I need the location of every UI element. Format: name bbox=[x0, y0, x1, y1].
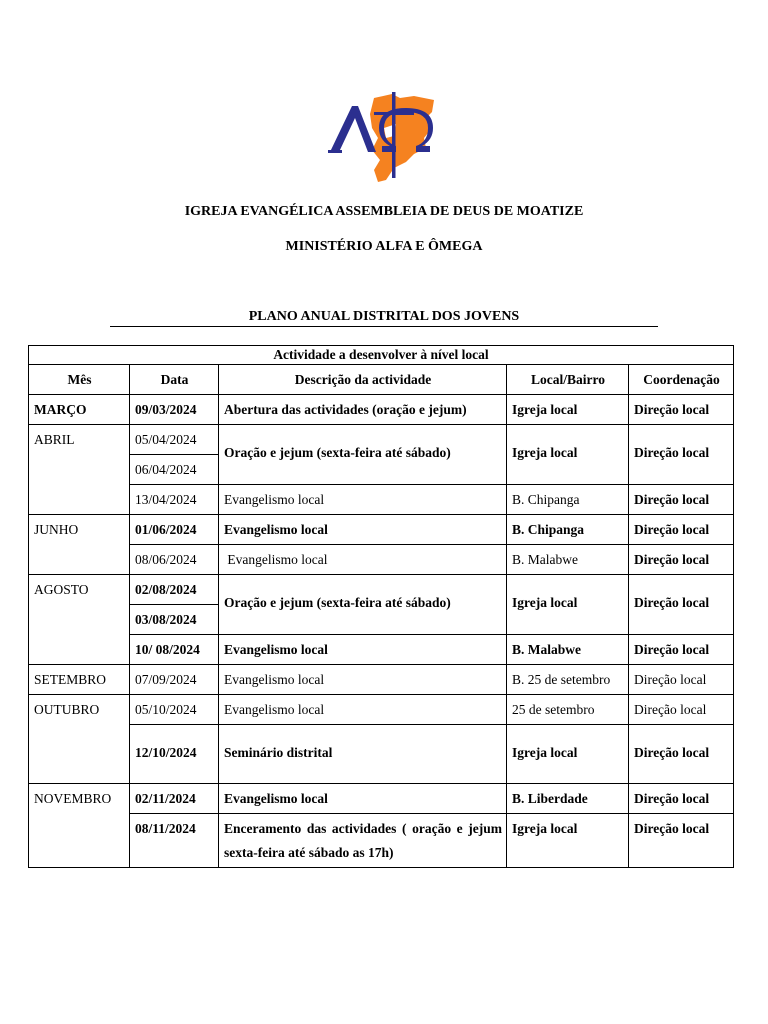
coordination-cell: Direção local bbox=[629, 425, 734, 485]
description-cell: Abertura das actividades (oração e jejum) bbox=[219, 395, 507, 425]
coordination-cell: Direção local bbox=[629, 814, 734, 868]
coordination-cell: Direção local bbox=[629, 515, 734, 545]
coordination-cell: Direção local bbox=[629, 395, 734, 425]
table-caption: Actividade a desenvolver à nível local bbox=[29, 346, 734, 365]
coordination-cell: Direção local bbox=[629, 695, 734, 725]
month-cell: JUNHO bbox=[29, 515, 130, 575]
table-row bbox=[29, 695, 734, 725]
column-header-coordination: Coordenação bbox=[629, 365, 734, 395]
activity-plan-table bbox=[28, 345, 734, 868]
title-underline bbox=[110, 326, 658, 327]
date-cell: 03/08/2024 bbox=[130, 605, 219, 635]
local-cell: Igreja local bbox=[507, 425, 629, 485]
description-cell: Evangelismo local bbox=[219, 665, 507, 695]
description-cell: Evangelismo local bbox=[219, 515, 507, 545]
plan-title: PLANO ANUAL DISTRITAL DOS JOVENS bbox=[248, 309, 520, 324]
date-cell: 02/08/2024 bbox=[130, 575, 219, 605]
coordination-cell: Direção local bbox=[629, 545, 734, 575]
date-cell: 06/04/2024 bbox=[130, 455, 219, 485]
date-cell: 02/11/2024 bbox=[130, 784, 219, 814]
date-cell: 10/ 08/2024 bbox=[130, 635, 219, 665]
table-row bbox=[29, 784, 734, 814]
description-cell: Evangelismo local bbox=[219, 545, 507, 575]
table-row bbox=[29, 545, 734, 575]
table-row bbox=[29, 814, 734, 868]
column-header-month: Mês bbox=[29, 365, 130, 395]
date-cell: 01/06/2024 bbox=[130, 515, 219, 545]
date-cell: 05/04/2024 bbox=[130, 425, 219, 455]
local-cell: B. 25 de setembro bbox=[507, 665, 629, 695]
date-cell: 13/04/2024 bbox=[130, 485, 219, 515]
description-cell: Evangelismo local bbox=[219, 695, 507, 725]
table-header-row bbox=[29, 365, 734, 395]
table-row bbox=[29, 575, 734, 605]
date-cell: 05/10/2024 bbox=[130, 695, 219, 725]
ministry-name: MINISTÉRIO ALFA E ÔMEGA bbox=[285, 239, 483, 254]
local-cell: Igreja local bbox=[507, 814, 629, 868]
local-cell: B. Malabwe bbox=[507, 545, 629, 575]
description-cell: Evangelismo local bbox=[219, 784, 507, 814]
coordination-cell: Direção local bbox=[629, 725, 734, 784]
alpha-omega-logo-icon bbox=[322, 88, 442, 188]
local-cell: Igreja local bbox=[507, 395, 629, 425]
column-header-date: Data bbox=[130, 365, 219, 395]
description-cell: Enceramento das actividades ( oração e jejum sexta-feira até sábado as 17h) bbox=[219, 814, 507, 868]
description-cell: Evangelismo local bbox=[219, 485, 507, 515]
church-logo bbox=[322, 88, 442, 188]
table-row bbox=[29, 665, 734, 695]
description-cell: Oração e jejum (sexta-feira até sábado) bbox=[219, 575, 507, 635]
coordination-cell: Direção local bbox=[629, 485, 734, 515]
church-name: IGREJA EVANGÉLICA ASSEMBLEIA DE DEUS DE MOATIZE bbox=[184, 204, 584, 219]
local-cell: Igreja local bbox=[507, 725, 629, 784]
date-cell: 12/10/2024 bbox=[130, 725, 219, 784]
table-row bbox=[29, 515, 734, 545]
table-row bbox=[29, 395, 734, 425]
table-row bbox=[29, 635, 734, 665]
month-cell: NOVEMBRO bbox=[29, 784, 130, 868]
month-cell: AGOSTO bbox=[29, 575, 130, 665]
coordination-cell: Direção local bbox=[629, 575, 734, 635]
table-row bbox=[29, 425, 734, 455]
coordination-cell: Direção local bbox=[629, 784, 734, 814]
coordination-cell: Direção local bbox=[629, 635, 734, 665]
local-cell: B. Chipanga bbox=[507, 515, 629, 545]
local-cell: B. Liberdade bbox=[507, 784, 629, 814]
local-cell: B. Chipanga bbox=[507, 485, 629, 515]
month-cell: OUTUBRO bbox=[29, 695, 130, 784]
date-cell: 08/06/2024 bbox=[130, 545, 219, 575]
month-cell: SETEMBRO bbox=[29, 665, 130, 695]
description-cell: Seminário distrital bbox=[219, 725, 507, 784]
date-cell: 08/11/2024 bbox=[130, 814, 219, 868]
month-cell: ABRIL bbox=[29, 425, 130, 515]
date-cell: 07/09/2024 bbox=[130, 665, 219, 695]
column-header-local: Local/Bairro bbox=[507, 365, 629, 395]
local-cell: B. Malabwe bbox=[507, 635, 629, 665]
description-cell: Evangelismo local bbox=[219, 635, 507, 665]
table-row bbox=[29, 485, 734, 515]
description-cell: Oração e jejum (sexta-feira até sábado) bbox=[219, 425, 507, 485]
local-cell: Igreja local bbox=[507, 575, 629, 635]
table-row bbox=[29, 725, 734, 784]
coordination-cell: Direção local bbox=[629, 665, 734, 695]
local-cell: 25 de setembro bbox=[507, 695, 629, 725]
month-cell: MARÇO bbox=[29, 395, 130, 425]
column-header-description: Descrição da actividade bbox=[219, 365, 507, 395]
date-cell: 09/03/2024 bbox=[130, 395, 219, 425]
